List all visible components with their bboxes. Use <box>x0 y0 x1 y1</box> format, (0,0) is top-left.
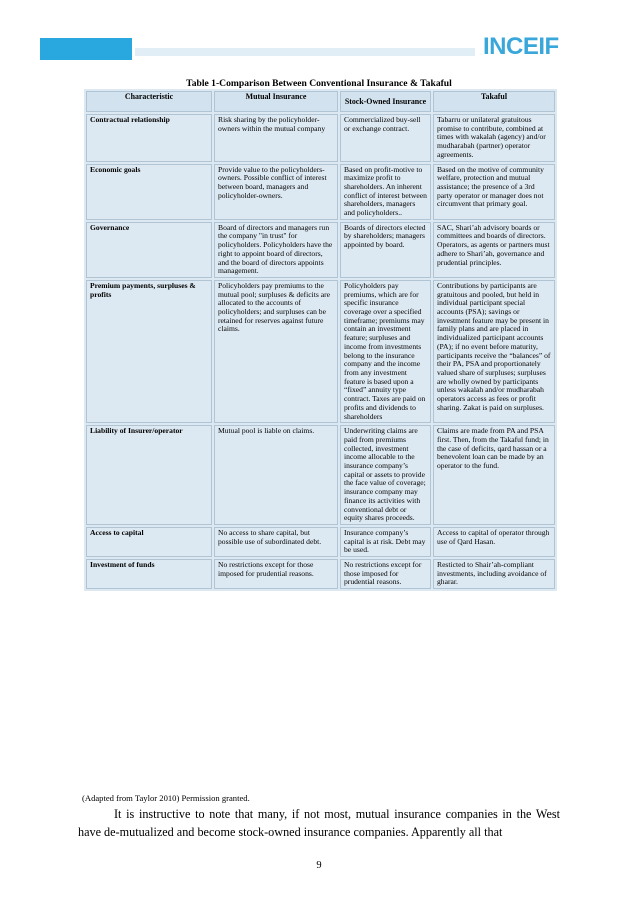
cell-characteristic: Liability of Insurer/operator <box>86 425 212 525</box>
table-header-row <box>86 91 555 112</box>
cell-takaful: Contributions by participants are gratuitous and pooled, but held in individual participant special accounts (PSA); savings or investment feature may be present in family plans and are placed in individualized participant accounts (PA); if no event before maturity, participants receive the “balances” of their PA, PSA and proportionately valued share of surpluses; surpluses are wholly owned by participants unless wakalah and/or mudharabah operators access as fees or profit sharing. Zakat is paid on surpluses. <box>433 280 555 423</box>
table-row <box>86 222 555 278</box>
cell-stock: Boards of directors elected by shareholders; managers appointed by board. <box>340 222 431 278</box>
table-caption: Table 1-Comparison Between Conventional Insurance & Takaful <box>186 78 452 89</box>
cell-takaful: Claims are made from PA and PSA first. Then, from the Takaful fund; in the case of deficits, qard hassan or a benevolent loan can be made by an operator to the fund. <box>433 425 555 525</box>
column-header-characteristic: Characteristic <box>86 91 212 112</box>
cell-characteristic: Contractual relationship <box>86 114 212 162</box>
header-strip <box>135 48 475 56</box>
cell-mutual: No restrictions except for those imposed for prudential reasons. <box>214 559 338 589</box>
column-header-stock: Stock-Owned Insurance <box>340 91 431 112</box>
comparison-table <box>84 89 557 591</box>
cell-takaful: Resticted to Shair’ah-compliant investments, including avoidance of gharar. <box>433 559 555 589</box>
header-accent-bar <box>40 38 132 60</box>
body-paragraph: It is instructive to note that many, if not most, mutual insurance companies in the West have de-mutualized and become stock-owned insurance companies. Apparently all that <box>78 807 560 839</box>
page-number: 9 <box>316 860 322 871</box>
cell-mutual: Policyholders pay premiums to the mutual pool; surpluses & deficits are allocated to the accounts of policyholders; and surpluses can be retained for reserves against future claims. <box>214 280 338 423</box>
cell-stock: Underwriting claims are paid from premiums collected, investment income allocable to the insurance company’s capital or assets to provide the face value of coverage; insurance company may finance its activities with conventional debt or equity shares proceeds. <box>340 425 431 525</box>
cell-stock: Policyholders pay premiums, which are for specific insurance coverage over a specified timeframe; premiums may contain an investment feature; surpluses and income from investments belong to the insurance company and the income from any investment feature is based upon a “fixed” annuity type contract. Taxes are paid on profits and dividends to shareholders <box>340 280 431 423</box>
cell-mutual: Mutual pool is liable on claims. <box>214 425 338 525</box>
column-header-mutual: Mutual Insurance <box>214 91 338 112</box>
table-row <box>86 559 555 589</box>
cell-mutual: Board of directors and managers run the company "in trust" for policyholders. Policyholders have the right to appoint board of directors, and the board of directors appoints management. <box>214 222 338 278</box>
table-row <box>86 527 555 557</box>
table-row <box>86 425 555 525</box>
source-note: (Adapted from Taylor 2010) Permission granted. <box>82 793 250 803</box>
cell-stock: Based on profit-motive to maximize profit to shareholders. An inherent conflict of interest between shareholders, managers and policyholders.. <box>340 164 431 220</box>
cell-takaful: Access to capital of operator through use of Qard Hasan. <box>433 527 555 557</box>
cell-takaful: Tabarru or unilateral gratuitous promise to contribute, combined at times with wakalah (agency) and/or mudharabah (partner) operator agreements. <box>433 114 555 162</box>
cell-takaful: SAC, Shari’ah advisory boards or committees and boards of directors. Operators, as agents or partners must adhere to Shari’ah, governance and prudential principles. <box>433 222 555 278</box>
cell-mutual: No access to share capital, but possible use of subordinated debt. <box>214 527 338 557</box>
cell-characteristic: Governance <box>86 222 212 278</box>
cell-characteristic: Premium payments, surpluses & profits <box>86 280 212 423</box>
table-row <box>86 280 555 423</box>
cell-stock: No restrictions except for those imposed for prudential reasons. <box>340 559 431 589</box>
table-row <box>86 114 555 162</box>
cell-mutual: Provide value to the policyholders-owners. Possible conflict of interest between board, managers and policyholder-owners. <box>214 164 338 220</box>
cell-characteristic: Access to capital <box>86 527 212 557</box>
cell-stock: Commercialized buy-sell or exchange contract. <box>340 114 431 162</box>
cell-takaful: Based on the motive of community welfare, protection and mutual assistance; the presence of a 3rd party operator or manager does not circumvent that primary goal. <box>433 164 555 220</box>
cell-characteristic: Investment of funds <box>86 559 212 589</box>
inceif-logo: INCEIF <box>483 33 559 60</box>
cell-stock: Insurance company’s capital is at risk. Debt may be used. <box>340 527 431 557</box>
column-header-takaful: Takaful <box>433 91 555 112</box>
cell-characteristic: Economic goals <box>86 164 212 220</box>
table-row <box>86 164 555 220</box>
cell-mutual: Risk sharing by the policyholder-owners within the mutual company <box>214 114 338 162</box>
